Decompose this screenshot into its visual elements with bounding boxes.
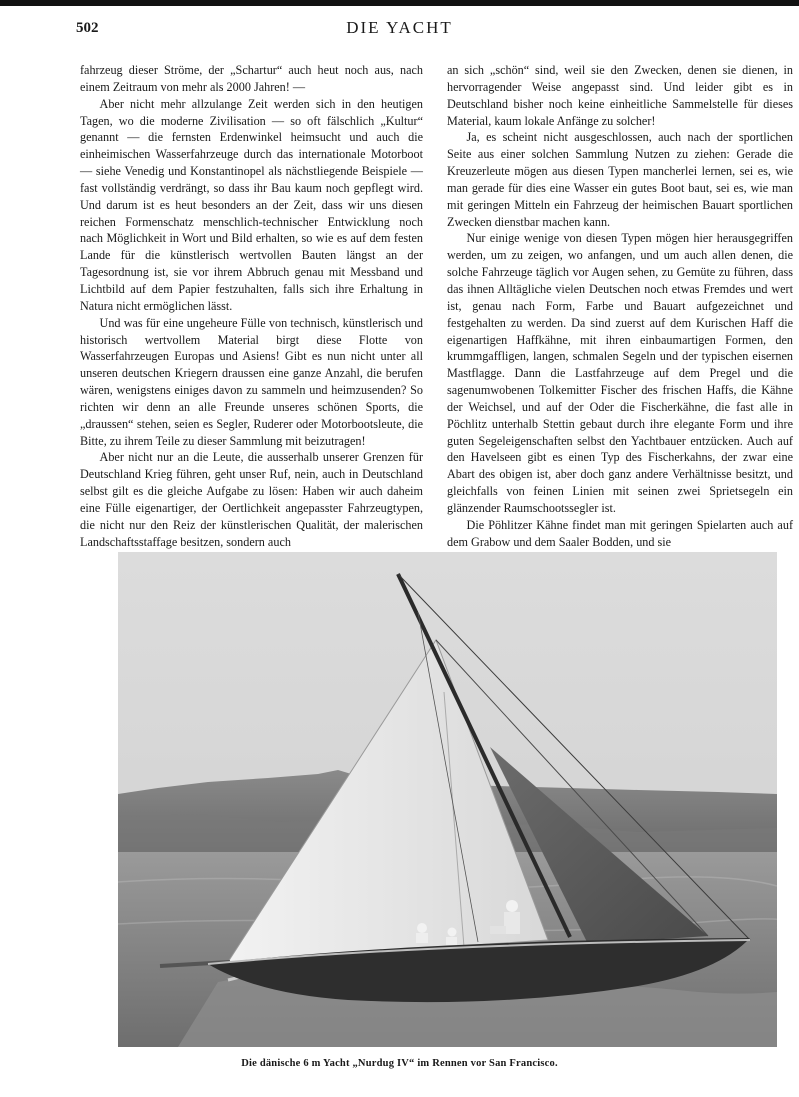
- yacht-photograph: [118, 552, 777, 1047]
- left-text-column: [80, 62, 423, 550]
- figure-caption: Die dänische 6 m Yacht „Nurdug IV“ im Rennen vor San Francisco.: [241, 1058, 558, 1069]
- sailboat-image: [118, 552, 777, 1047]
- paragraph: Nur einige wenige von diesen Typen mögen hier herausgegriffen werden, um zu zeigen, wo anfangen, und um auch allen denen, die solche Fahrzeuge täglich vor Augen sehen, zu Gemüte zu führen, dass das ihnen Alltägliche vielen Deutschen noch etwas Fremdes und wert ist, genau nach Form, Farbe und Bauart aufgezeichnet und festgehalten zu werden. Da sind zuerst auf dem Kurischen Haff die eigenartigen Haffkähne, mit ihren einbaumartigen Formen, den krummgaffligen, langen, schmalen Segeln und der typischen eisernen Mastflagge. Dann die Lastfahrzeuge auf dem Pregel und die sagenumwobenen Tolkemitter Fischer des frischen Haffs, die Kähne der Weichsel, und auf der Oder die Fischerkähne, die fast alle in Pöchlitz unterhalb Stettin gebaut durch ihre elegante Form und ihre guten Segeleigenschaften selbst den Yachtbauer entzücken. Auch auf den Havelseen gibt es einen Typ des Fischerkahns, der zwar eine Abart des obigen ist, aber doch ganz andere Verhältnisse besitzt, und gleichfalls von feinen Linien mit seinen zwei Sprietsegeln ein glänzender Raumschootssegler ist.: [447, 231, 793, 515]
- paragraph: fahrzeug dieser Ströme, der „Schartur“ auch heut noch aus, nach einem Zeitraum von mehr als 2000 Jahren! —: [80, 63, 423, 94]
- paragraph: Ja, es scheint nicht ausgeschlossen, auch nach der sportlichen Seite aus einer solchen Sammlung Nutzen zu ziehen: Gerade die Kreuzerleute mögen aus diesen Typen mancherlei lernen, sei es, wie man gerade für dies eine Wasser ein gutes Boot baut, sei es, wie man mit geringen Mitteln ein Fahrzeug der heimischen Bauart sportlichen Zwecken dienstbar machen kann.: [447, 130, 793, 229]
- magazine-title: DIE YACHT: [346, 18, 453, 37]
- paragraph: Aber nicht nur an die Leute, die ausserhalb unserer Grenzen für Deutschland Krieg führen, geht unser Ruf, nein, auch in Deutschland selbst gilt es die gleiche Aufgabe zu lösen: Haben wir auch daheim eine Fülle eigenartiger, der Oertlichkeit angepasster Fahrzeugtypen, die nicht nur den Reiz der künstlerischen Qualität, der malerischen Landschaftsstaffage besitzen, sondern auch: [80, 450, 423, 549]
- top-rule: [0, 0, 799, 6]
- paragraph: Aber nicht mehr allzulange Zeit werden sich in den heutigen Tagen, wo die moderne Zivilisation — so oft fälschlich „Kultur“ genannt — die fernsten Erdenwinkel heimsucht und auch die einheimischen Wasserfahrzeuge durch das internationale Motorboot — siehe Venedig und Konstantinopel als nächstliegende Beispiele — fast vollständig verdrängt, so dass ihr Bau kaum noch gepflegt wird. Und darum ist es heut besonders an der Zeit, dass wir uns diesen reichen Formenschatz menschlich-technischer Entwicklung noch nach Möglichkeit in Wort und Bild erhalten, so wie es auf dem festen Lande für die künstlerisch wertvollen Bauten längst an der Tagesordnung ist, sie vor ihrem Abbruch genau mit Messband und Lichtbild auf dem Papier festzuhalten, falls sich ihre Erhaltung in Natura nicht ermöglichen lässt.: [80, 96, 423, 313]
- paragraph: Die Pöhlitzer Kähne findet man mit geringen Spielarten auch auf dem Grabow und dem Saaler Bodden, und sie: [447, 517, 793, 549]
- paragraph: an sich „schön“ sind, weil sie den Zwecken, denen sie dienen, in hervorragender Weise angepasst sind. Und leider gibt es in Deutschland bisher noch keine einheitliche Sammelstelle für dieses Material, kaum lokale Anfänge zu solcher!: [447, 63, 793, 128]
- paragraph: Und was für eine ungeheure Fülle von technisch, künstlerisch und historisch wertvollem Material birgt diese Flotte von Wasserfahrzeugen Europas und Asiens! Gibt es nun nicht unter all unseren deutschen Kriegern draussen eine ganze Anzahl, die berufen wären, wenigstens einiges davon zu sammeln und heimzusenden? So richten wir denn an alle Freunde unseres schönen Sports, die „draussen“ stehen, seien es Segler, Ruderer oder Motorbootsleute, die Bitte, zu ihrem Teile zu dieser Sammlung mit beizutragen!: [80, 315, 423, 448]
- right-text-column: [447, 62, 793, 550]
- page-number: 502: [76, 20, 99, 36]
